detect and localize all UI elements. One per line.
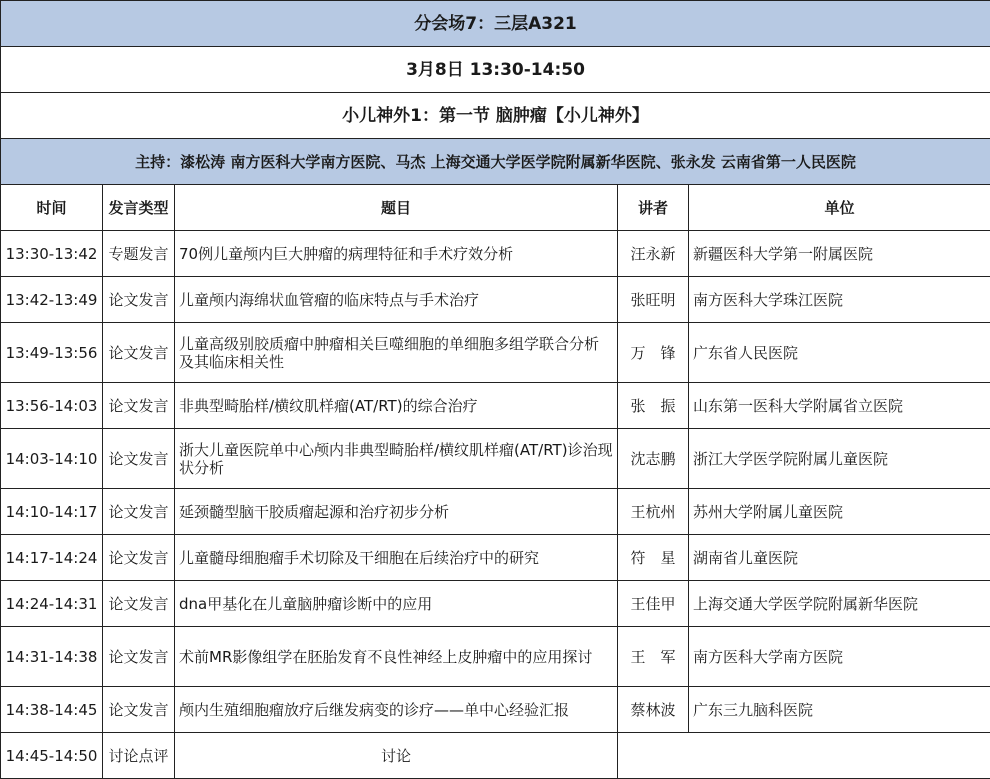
row-type: 论文发言 [103, 687, 175, 733]
row-time: 13:56-14:03 [1, 383, 103, 429]
row-topic: 颅内生殖细胞瘤放疗后继发病变的诊疗——单中心经验汇报 [175, 687, 618, 733]
row-unit: 南方医科大学珠江医院 [689, 277, 990, 323]
table-row [1, 323, 990, 383]
row-topic: 儿童高级别胶质瘤中肿瘤相关巨噬细胞的单细胞多组学联合分析及其临床相关性 [175, 323, 618, 383]
row-type: 论文发言 [103, 535, 175, 581]
datetime-row [1, 47, 990, 93]
row-speaker: 汪永新 [618, 231, 689, 277]
col-header-speaker: 讲者 [618, 185, 689, 231]
row-topic: 儿童髓母细胞瘤手术切除及干细胞在后续治疗中的研究 [175, 535, 618, 581]
row-time: 14:38-14:45 [1, 687, 103, 733]
row-time: 13:42-13:49 [1, 277, 103, 323]
row-topic: 儿童颅内海绵状血管瘤的临床特点与手术治疗 [175, 277, 618, 323]
row-type: 论文发言 [103, 429, 175, 489]
table-row [1, 687, 990, 733]
session-hosts: 主持：漆松涛 南方医科大学南方医院、马杰 上海交通大学医学院附属新华医院、张永发 云南省第一人民医院 [1, 139, 990, 185]
session-row [1, 93, 990, 139]
row-type: 论文发言 [103, 383, 175, 429]
table-row [1, 535, 990, 581]
col-header-unit: 单位 [689, 185, 990, 231]
row-unit: 湖南省儿童医院 [689, 535, 990, 581]
row-topic: 术前MR影像组学在胚胎发育不良性神经上皮肿瘤中的应用探讨 [175, 627, 618, 687]
row-topic: 讨论 [175, 733, 618, 779]
row-type: 论文发言 [103, 323, 175, 383]
row-speaker: 王杭州 [618, 489, 689, 535]
row-speaker: 符 星 [618, 535, 689, 581]
row-empty-cell [618, 733, 990, 779]
row-unit: 浙江大学医学院附属儿童医院 [689, 429, 990, 489]
row-unit: 南方医科大学南方医院 [689, 627, 990, 687]
col-header-type: 发言类型 [103, 185, 175, 231]
col-header-topic: 题目 [175, 185, 618, 231]
venue-row [1, 1, 990, 47]
table-row [1, 489, 990, 535]
row-type: 论文发言 [103, 627, 175, 687]
session-datetime: 3月8日 13:30-14:50 [1, 47, 990, 93]
row-speaker: 王 军 [618, 627, 689, 687]
row-unit: 新疆医科大学第一附属医院 [689, 231, 990, 277]
row-topic: 浙大儿童医院单中心颅内非典型畸胎样/横纹肌样瘤(AT/RT)诊治现状分析 [175, 429, 618, 489]
table-row [1, 429, 990, 489]
col-header-time: 时间 [1, 185, 103, 231]
table-row [1, 277, 990, 323]
row-unit: 广东三九脑科医院 [689, 687, 990, 733]
row-time: 13:30-13:42 [1, 231, 103, 277]
row-unit: 上海交通大学医学院附属新华医院 [689, 581, 990, 627]
column-header-row [1, 185, 990, 231]
table-row [1, 627, 990, 687]
row-type: 论文发言 [103, 277, 175, 323]
row-time: 14:10-14:17 [1, 489, 103, 535]
row-topic: 70例儿童颅内巨大肿瘤的病理特征和手术疗效分析 [175, 231, 618, 277]
row-topic: 延颈髓型脑干胶质瘤起源和治疗初步分析 [175, 489, 618, 535]
row-unit: 山东第一医科大学附属省立医院 [689, 383, 990, 429]
row-speaker: 张 振 [618, 383, 689, 429]
row-topic: 非典型畸胎样/横纹肌样瘤(AT/RT)的综合治疗 [175, 383, 618, 429]
discussion-row [1, 733, 990, 779]
table-row [1, 581, 990, 627]
row-topic: dna甲基化在儿童脑肿瘤诊断中的应用 [175, 581, 618, 627]
row-unit: 广东省人民医院 [689, 323, 990, 383]
venue-title: 分会场7：三层A321 [1, 1, 990, 47]
hosts-row [1, 139, 990, 185]
table-row [1, 231, 990, 277]
row-speaker: 王佳甲 [618, 581, 689, 627]
row-speaker: 万 锋 [618, 323, 689, 383]
row-time: 14:45-14:50 [1, 733, 103, 779]
row-speaker: 沈志鹏 [618, 429, 689, 489]
row-time: 14:31-14:38 [1, 627, 103, 687]
row-time: 13:49-13:56 [1, 323, 103, 383]
row-unit: 苏州大学附属儿童医院 [689, 489, 990, 535]
row-time: 14:17-14:24 [1, 535, 103, 581]
session-title: 小儿神外1：第一节 脑肿瘤【小儿神外】 [1, 93, 990, 139]
row-time: 14:03-14:10 [1, 429, 103, 489]
row-type: 专题发言 [103, 231, 175, 277]
row-speaker: 张旺明 [618, 277, 689, 323]
row-speaker: 蔡林波 [618, 687, 689, 733]
row-type: 论文发言 [103, 581, 175, 627]
row-time: 14:24-14:31 [1, 581, 103, 627]
table-row [1, 383, 990, 429]
row-type: 讨论点评 [103, 733, 175, 779]
row-type: 论文发言 [103, 489, 175, 535]
